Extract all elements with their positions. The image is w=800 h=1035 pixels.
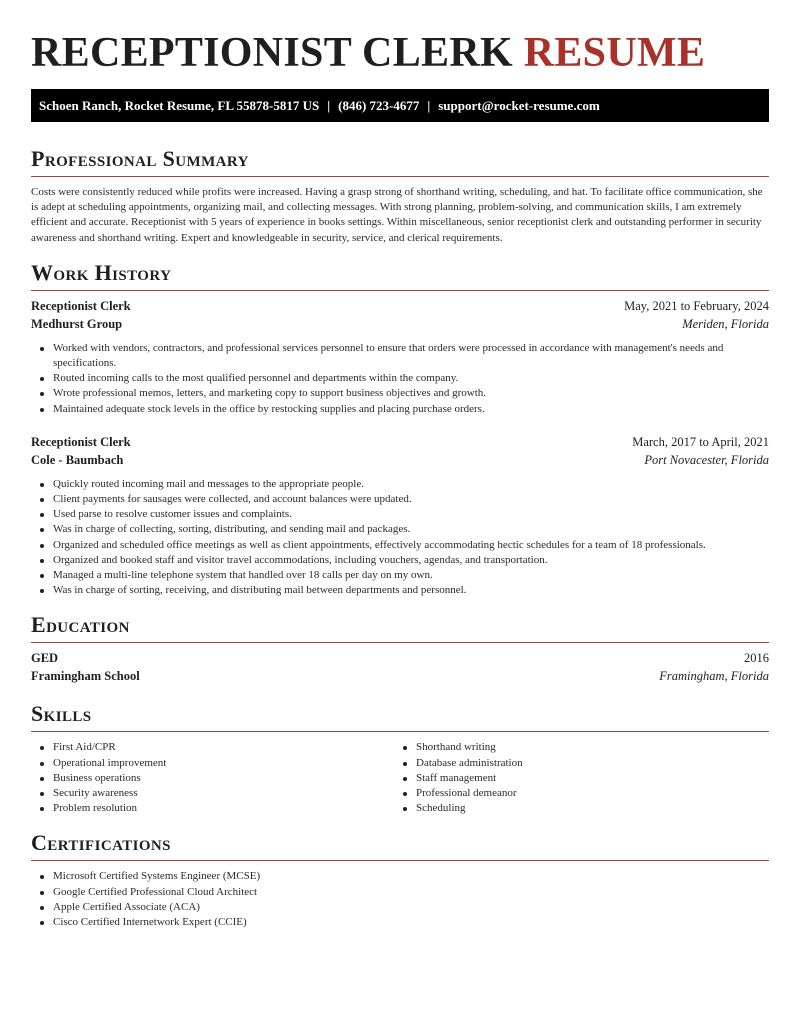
job-bullet: Client payments for sausages were collected, and account balances were updated. [53, 492, 769, 507]
contact-separator: | [327, 97, 331, 113]
job-dates: May, 2021 to February, 2024 [624, 298, 769, 313]
skills-list-left [31, 740, 394, 816]
summary-text: Costs were consistently reduced while profits were increased. Having a grasp strong of shorthand writing, scheduling, and hat. To facilitate office communication, she is adept at scheduling appointments, organizing mail, and collecting messages. With strong planning, problem-solving, and communication skills, I am extremely efficient and accurate. Receptionist with 5 years of experience in books settings. Within miscellaneous, senior receptionist clerk and outstanding performer in security awareness and shorthand writing. Expert and knowledgeable in security, service, and clerical requirements. [31, 186, 763, 244]
job-bullets [31, 477, 769, 599]
contact-separator: | [427, 97, 431, 113]
skills-list-right [394, 740, 757, 816]
skill-item: Scheduling [416, 801, 757, 816]
skill-item: Business operations [53, 771, 394, 786]
skill-item: Shorthand writing [416, 740, 757, 755]
job-company: Cole - Baumbach [31, 452, 124, 467]
job-bullet: Worked with vendors, contractors, and professional services personnel to ensure that orders were processed in accordance with management's needs and specifications. [53, 341, 769, 371]
job-bullets [31, 341, 769, 417]
skills-heading: Skills [31, 701, 92, 727]
job-entry [31, 299, 769, 417]
job-title: Receptionist Clerk [31, 298, 131, 313]
section-divider [31, 860, 769, 861]
skill-item: Staff management [416, 771, 757, 786]
education-section [31, 612, 769, 687]
skill-item: Problem resolution [53, 801, 394, 816]
contact-address: Schoen Ranch, Rocket Resume, FL 55878-5817 US [39, 97, 320, 113]
summary-heading: Professional Summary [31, 146, 249, 171]
job-bullet: Maintained adequate stock levels in the office by restocking supplies and placing purchase orders. [53, 402, 769, 417]
certifications-section [31, 830, 769, 930]
work-history-heading: Work History [31, 259, 172, 285]
job-bullet: Routed incoming calls to the most qualified personnel and departments within the company. [53, 371, 769, 386]
skill-item: Security awareness [53, 786, 394, 801]
section-divider [31, 176, 769, 177]
job-bullet: Organized and scheduled office meetings as well as client appointments, effectively accommodating hectic schedules for a team of 18 professionals. [53, 538, 769, 553]
skills-section [31, 701, 769, 816]
title-accent: RESUME [523, 30, 706, 76]
education-year: 2016 [744, 651, 769, 666]
job-location: Port Novacester, Florida [644, 452, 769, 467]
summary-section [31, 146, 769, 246]
contact-phone: (846) 723-4677 [338, 97, 420, 113]
certifications-list [31, 869, 769, 930]
job-bullet: Used parse to resolve customer issues and complaints. [53, 507, 769, 522]
resume-title [31, 28, 769, 76]
skill-item: First Aid/CPR [53, 740, 394, 755]
job-bullet: Quickly routed incoming mail and messages to the appropriate people. [53, 477, 769, 492]
job-bullet: Organized and booked staff and visitor travel accommodations, including vouchers, agendas, and transportation. [53, 553, 769, 568]
skill-item: Operational improvement [53, 756, 394, 771]
education-location: Framingham, Florida [659, 669, 769, 684]
skill-item: Database administration [416, 756, 757, 771]
contact-email: support@rocket-resume.com [438, 97, 600, 113]
job-bullet: Was in charge of collecting, sorting, distributing, and sending mail and packages. [53, 522, 769, 537]
work-history-section [31, 260, 769, 599]
section-divider [31, 642, 769, 643]
education-school: Framingham School [31, 669, 140, 684]
section-divider [31, 731, 769, 732]
skill-item: Professional demeanor [416, 786, 757, 801]
job-bullet: Was in charge of sorting, receiving, and distributing mail between departments and personnel. [53, 583, 769, 598]
certification-item: Microsoft Certified Systems Engineer (MCSE) [53, 869, 769, 884]
job-bullet: Managed a multi-line telephone system that handled over 18 calls per day on my own. [53, 568, 769, 583]
certification-item: Apple Certified Associate (ACA) [53, 900, 769, 915]
job-company: Medhurst Group [31, 316, 123, 331]
job-entry [31, 435, 769, 599]
certification-item: Google Certified Professional Cloud Architect [53, 885, 769, 900]
job-dates: March, 2017 to April, 2021 [632, 434, 769, 449]
education-heading: Education [31, 612, 130, 638]
job-bullet: Wrote professional memos, letters, and marketing copy to support business objectives and growth. [53, 386, 769, 401]
contact-bar [31, 89, 769, 122]
job-title: Receptionist Clerk [31, 434, 131, 449]
title-main: RECEPTIONIST CLERK [31, 30, 513, 76]
certifications-heading: Certifications [31, 830, 171, 856]
job-location: Meriden, Florida [682, 316, 769, 331]
section-divider [31, 290, 769, 291]
education-degree: GED [31, 651, 59, 666]
certification-item: Cisco Certified Internetwork Expert (CCIE) [53, 915, 769, 930]
